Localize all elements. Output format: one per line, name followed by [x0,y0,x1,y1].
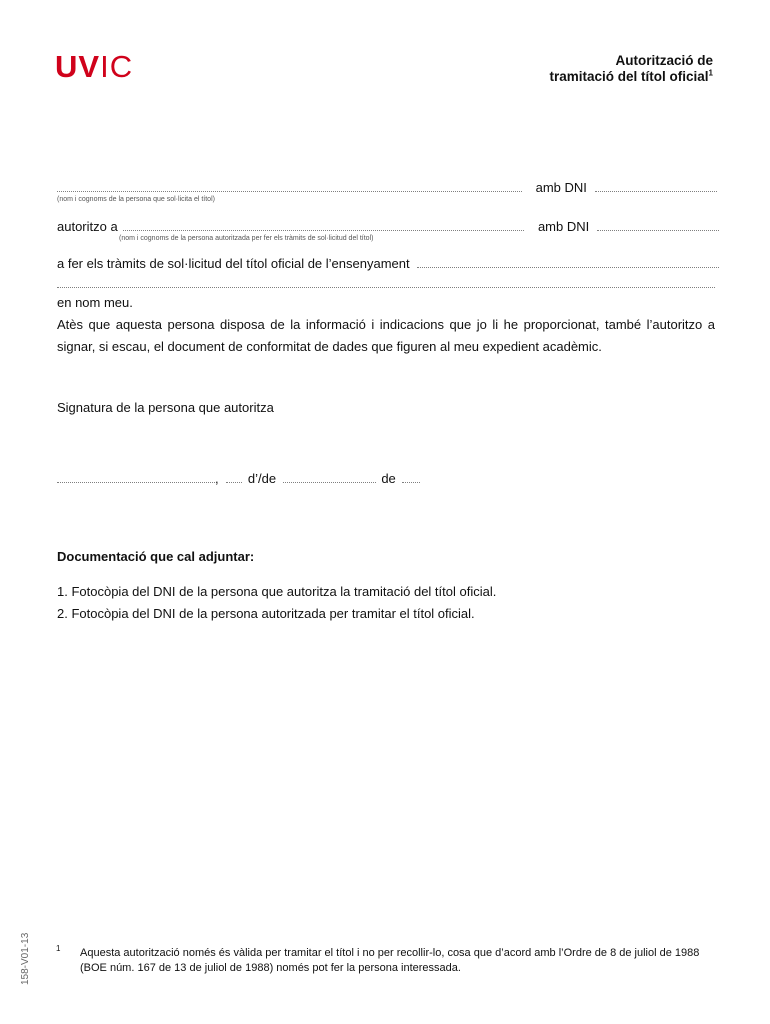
applicant-name-field[interactable] [57,179,522,192]
authorization-paragraph: Atès que aquesta persona disposa de la informació i indicacions que jo li he proporcionat, també l’autoritzo a signar, si escau, el document de conformitat de dades que figuren al meu expedient acadèmic. [57,317,715,354]
footnote-text: Aquesta autorització només és vàlida per tramitar el títol i no per recollir-lo, cosa que d’acord amb l’Ordre de 8 de juliol de 1988 (BOE núm. 167 de 13 de juliol de 1988) només pot fer la persona interessada. [80,947,700,974]
degree-continuation-row [57,275,715,291]
month-field[interactable] [283,470,376,483]
logo-ic: IC [100,49,134,84]
degree-sentence: a fer els tràmits de sol·licitud del títol oficial de l’ensenyament [57,256,410,271]
authorized-dni-field[interactable] [597,218,719,231]
date-comma: , [215,471,219,486]
applicant-dni-field[interactable] [595,179,717,192]
place-field[interactable] [57,470,215,483]
place-date-row [57,470,420,486]
authorized-person-row [57,218,715,234]
documentation-list [57,581,496,625]
authorized-name-hint: (nom i cognoms de la persona autoritzada per fer els tràmits de sol·licitud del títol) [119,235,374,242]
year-field[interactable] [402,470,420,483]
applicant-name-hint: (nom i cognoms de la persona que sol·licita el títol) [57,196,215,203]
title-footnote-ref: 1 [708,68,713,78]
degree-field[interactable] [417,255,719,268]
documentation-item: 1. Fotocòpia del DNI de la persona que autoritza la tramitació del títol oficial. [57,584,497,599]
degree-row [57,255,715,271]
authorized-dni-label: amb DNI [537,219,590,234]
title-line-1: Autorització de [615,53,713,68]
logo-uv: UV [55,49,101,84]
degree-field-continuation[interactable] [57,275,715,288]
authorization-text [57,292,715,358]
document-title [550,53,713,85]
day-label: d’/de [247,471,277,486]
signature-label: Signatura de la persona que autoritza [57,400,274,415]
uvic-logo [55,50,133,84]
title-line-2: tramitació del títol oficial [549,69,709,84]
year-label: de [381,471,396,486]
closing-phrase: en nom meu. [57,295,133,310]
documentation-item: 2. Fotocòpia del DNI de la persona autoritzada per tramitar el títol oficial. [57,606,475,621]
authorized-name-field[interactable] [123,218,524,231]
documentation-title: Documentació que cal adjuntar: [57,549,255,564]
form-code: 158-V01-13 [20,932,31,985]
applicant-name-row [57,179,715,195]
day-field[interactable] [226,470,242,483]
footnote-mark: 1 [56,944,61,953]
authorized-prefix: autoritzo a [57,219,118,234]
applicant-dni-label: amb DNI [535,180,587,195]
